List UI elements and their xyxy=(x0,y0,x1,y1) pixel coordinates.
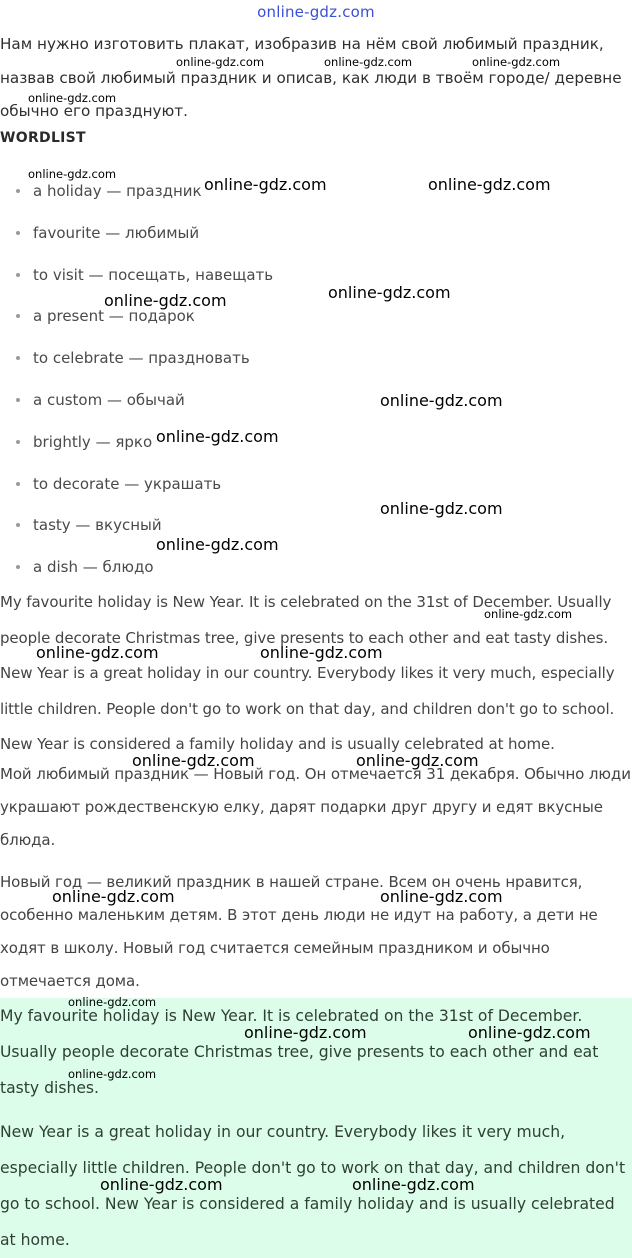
wordlist-item: a holiday — праздник xyxy=(0,170,632,212)
watermark: online-gdz.com xyxy=(68,995,157,1009)
wordlist-item: to decorate — украшать xyxy=(0,463,632,505)
watermark: online-gdz.com xyxy=(260,643,383,662)
watermark: online-gdz.com xyxy=(132,751,255,770)
watermark: online-gdz.com xyxy=(356,751,479,770)
watermark: online-gdz.com xyxy=(484,607,573,621)
watermark: online-gdz.com xyxy=(176,55,265,69)
watermark: online-gdz.com xyxy=(52,887,175,906)
watermark: online-gdz.com xyxy=(28,167,117,181)
watermark: online-gdz.com xyxy=(68,1067,157,1081)
watermark: online-gdz.com xyxy=(156,427,279,446)
site-logo[interactable]: online-gdz.com xyxy=(257,3,375,21)
wordlist-item: brightly — ярко xyxy=(0,421,632,463)
wordlist-item: favourite — любимый xyxy=(0,212,632,254)
wordlist-item: a custom — обычай xyxy=(0,379,632,421)
watermark: online-gdz.com xyxy=(204,175,327,194)
watermark: online-gdz.com xyxy=(380,887,503,906)
wordlist xyxy=(0,170,632,588)
wordlist-item: tasty — вкусный xyxy=(0,504,632,546)
watermark: online-gdz.com xyxy=(28,91,117,105)
watermark: online-gdz.com xyxy=(380,391,503,410)
answer-paragraph-1: My favourite holiday is New Year. It is celebrated on the 31st of December. Usually people decorate Christmas tree, give presents to each other and eat tasty dishes. xyxy=(0,1007,599,1097)
russian-text-2: Новый год — великий праздник в нашей стране. Всем он очень нравится, особенно маленьким детям. В этот день люди не идут на работу, а дети не ходят в школу. Новый год считается семейным праздником и обычно отмечается дома. xyxy=(0,873,598,990)
watermark: online-gdz.com xyxy=(380,499,503,518)
watermark: online-gdz.com xyxy=(468,1023,591,1042)
task-text: Нам нужно изготовить плакат, изобразив на нём свой любимый праздник, назвав свой любимый праздник и описав, как люди в твоём городе/ деревне обычно его празднуют. xyxy=(0,35,622,120)
watermark: online-gdz.com xyxy=(156,535,279,554)
wordlist-title: WORDLIST xyxy=(0,130,86,146)
site-header xyxy=(0,0,632,24)
watermark: online-gdz.com xyxy=(100,1175,223,1194)
wordlist-item: to visit — посещать, навещать xyxy=(0,254,632,296)
english-text: My favourite holiday is New Year. It is celebrated on the 31st of December. Usually people decorate Christmas tree, give presents to each other and eat tasty dishes. New Year is a great holiday in our country. Everybody likes it very much, especially little children. People don't go to work on that day, and children don't go to school. New Year is considered a family holiday and is usually celebrated at home. xyxy=(0,593,615,753)
wordlist-item: to celebrate — праздновать xyxy=(0,337,632,379)
watermark: online-gdz.com xyxy=(244,1023,367,1042)
wordlist-item: a present — подарок xyxy=(0,295,632,337)
watermark: online-gdz.com xyxy=(428,175,551,194)
watermark: online-gdz.com xyxy=(36,643,159,662)
answer-paragraph-2: New Year is a great holiday in our country. Everybody likes it very much, especially little children. People don't go to work on that day, and children don't go to school. New Year is considered a family holiday and is usually celebrated at home. xyxy=(0,1123,626,1249)
russian-text-1: Мой любимый праздник — Новый год. Он отмечается 31 декабря. Обычно люди украшают рождественскую елку, дарят подарки друг другу и едят вкусные блюда. xyxy=(0,765,631,849)
watermark: online-gdz.com xyxy=(472,55,561,69)
watermark: online-gdz.com xyxy=(352,1175,475,1194)
watermark: online-gdz.com xyxy=(104,291,227,310)
watermark: online-gdz.com xyxy=(328,283,451,302)
answer-box xyxy=(0,998,632,1258)
watermark: online-gdz.com xyxy=(324,55,413,69)
wordlist-item: a dish — блюдо xyxy=(0,546,632,588)
